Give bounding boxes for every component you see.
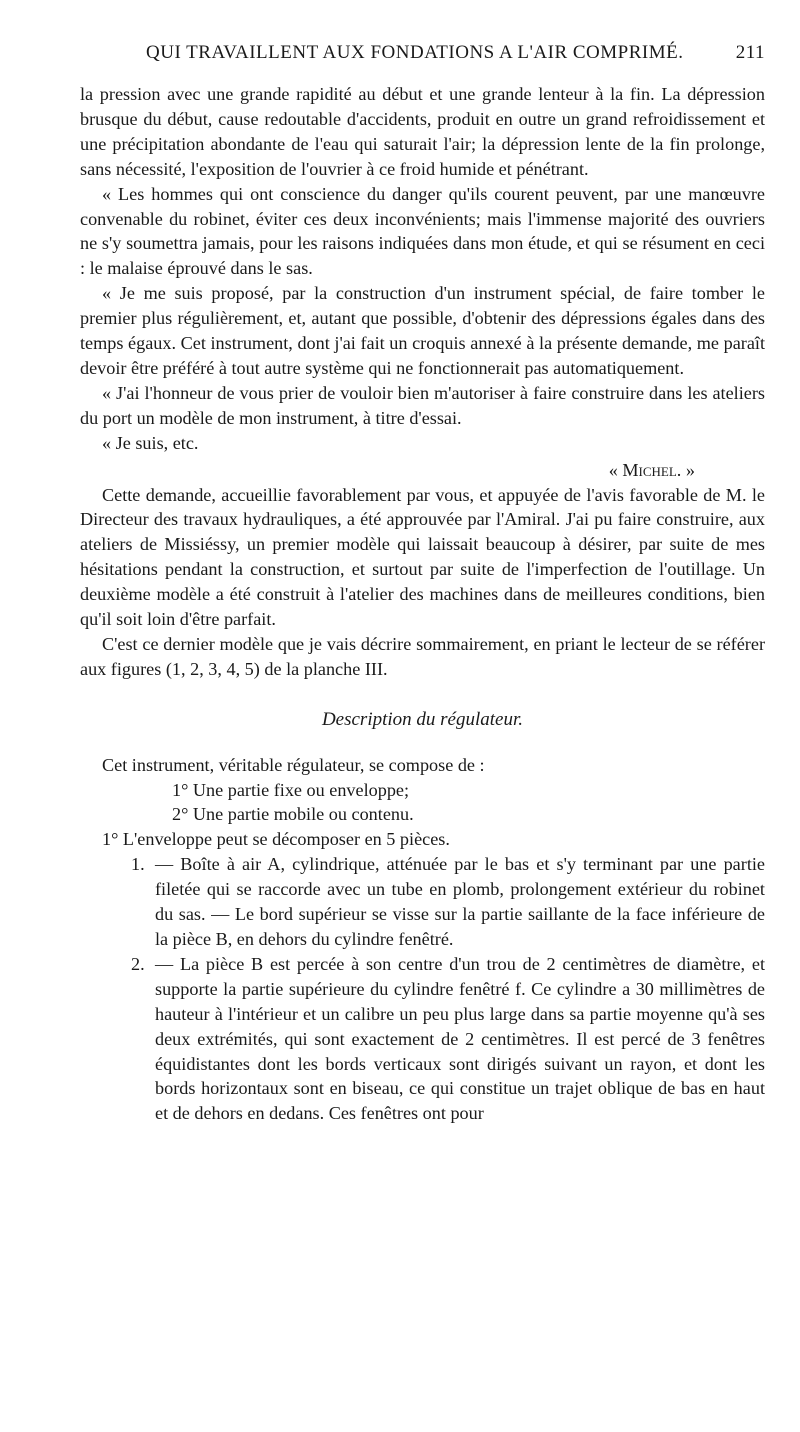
signature: « Michel. » [608,459,695,480]
paragraph-approval: Cette demande, accueillie favorablement par vous, et appuyée de l'avis favorable de M. le Directeur des travaux hydrauliques, a été approuvée par l'Amiral. J'ai pu faire construire, aux ateliers de Missiéssy, un premier modèle qui laissait beaucoup à désirer, par suite de mes hésitations pendant la construction, et surtout par suite de l'imperfection de l'outillage. Un deuxième modèle a été construit à l'atelier des machines dans de meilleures conditions, bien qu'il soit loin d'être parfait. [80,484,765,630]
list-item-number: 2. [131,953,145,974]
running-header [80,42,765,68]
part-mobile: 2° Une partie mobile ou contenu. [172,804,414,825]
envelope-lead: 1° L'enveloppe peut se décomposer en 5 pièces. [102,829,450,850]
list-item-text: — La pièce B est percée à son centre d'un trou de 2 centimètres de diamètre, et supporte la partie supérieure du cylindre fenêtré f. Ce cylindre a 30 millimètres de hauteur à l'intérieur et un calibre un peu plus large dans sa partie moyenne qu'à ses deux extrémités, qui sont exactement de 2 centimètres. Il est percé de 3 fenêtres équidistantes dont les bords verticaux sont dirigés suivant un rayon, et dont les bords horizontaux sont en biseau, ce qui constitue un trajet oblique de bas en haut et de dehors en dedans. Ces fenêtres ont pour [155,953,765,1124]
list-item-text: — Boîte à air A, cylindrique, atténuée par le bas et s'y terminant par une partie filetée qui se raccorde avec un tube en plomb, prolongement extérieur du robinet du sas. — Le bord supérieur se visse sur la partie saillante de la face inférieure de la pièce B, en dehors du cylindre fenêtré. [155,854,765,949]
running-title: QUI TRAVAILLENT AUX FONDATIONS A L'AIR COMPRIMÉ. [146,42,684,63]
paragraph-closing: « Je suis, etc. [102,432,199,453]
paragraph-quote-3: « J'ai l'honneur de vous prier de vouloir bien m'autoriser à faire construire dans les ateliers du port un modèle de mon instrument, à titre d'essai. [80,382,765,428]
section-heading: Description du régulateur. [321,708,524,730]
list-item [80,952,765,1126]
paragraph-quote-1: « Les hommes qui ont conscience du danger qu'ils courent peuvent, par une manœuvre convenable du robinet, éviter ces deux inconvénients; mais l'immense majorité des ouvriers ne s'y soumettra jamais, pour les raisons indiquées dans mon étude, et qui se résument en ceci : le malaise éprouvé dans le sas. [80,183,765,279]
list-item [80,852,765,952]
paragraph-quote-2: « Je me suis proposé, par la construction d'un instrument spécial, de faire tomber le premier plus régulièrement, et, autant que possible, d'obtenir des dépressions égales dans des temps égaux. Cet instrument, dont j'ai fait un croquis annexé à la présente demande, me paraît devoir être préféré à tout autre système qui ne fonctionnerait pas automatiquement. [80,283,765,378]
part-fixed: 1° Une partie fixe ou enveloppe; [172,779,410,800]
list-item-number: 1. [131,854,145,875]
paragraph-continuation: la pression avec une grande rapidité au début et une grande lenteur à la fin. La dépression brusque du début, cause redoutable d'accidents, produit en outre un grand refroidissement et une précipitation abondante de l'eau qui saturait l'air; la dépression lente de la fin prolonge, sans nécessité, l'exposition de l'ouvrier à ce froid humide et pénétrant. [80,84,765,179]
section-intro: Cet instrument, véritable régulateur, se compose de : [102,754,485,775]
paragraph-reference: C'est ce dernier modèle que je vais décrire sommairement, en priant le lecteur de se référer aux figures (1, 2, 3, 4, 5) de la planche III. [80,633,765,679]
page-body [80,82,765,1126]
page-number: 211 [735,42,765,63]
